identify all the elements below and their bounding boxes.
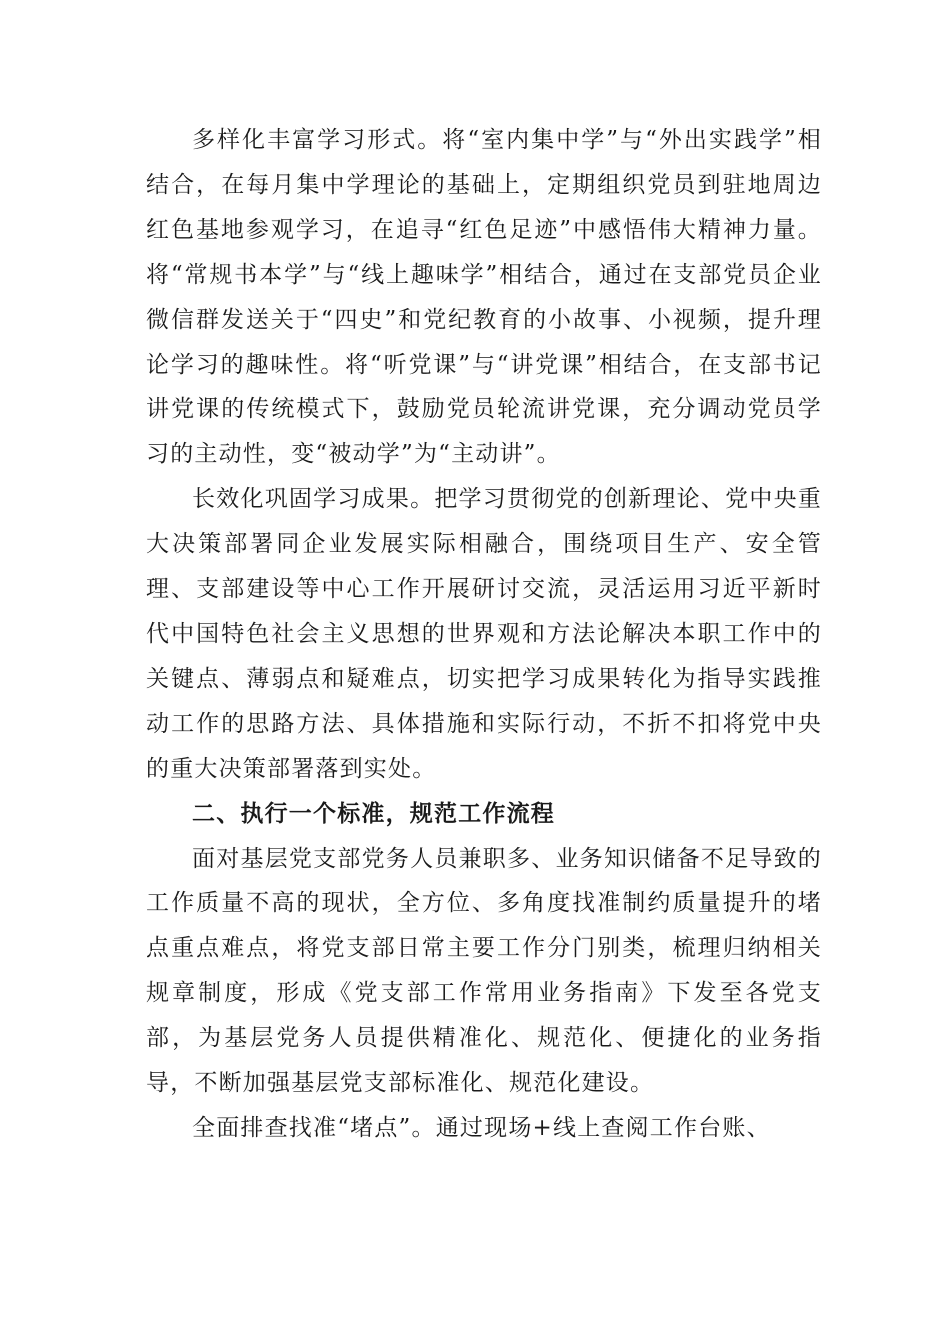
paragraph-find-blockages: 全面排查找准“堵点”。通过现场+线上查阅工作台账、 bbox=[192, 1114, 771, 1141]
paragraph-diversified-learning: 多样化丰富学习形式。将“室内集中学”与“外出实践学”相结合，在每月集中学理论的基础上，定期组织党员到驻地周边红色基地参观学习，在追寻“红色足迹”中感悟伟大精神力量。将“常规书本学”与“线上趣味学”相结合，通过在支部党员企业微信群发送关于“四史”和党纪教育的小故事、小视频，提升理论学习的趣味性。将“听党课”与“讲党课”相结合，在支部书记讲党课的传统模式下，鼓励党员轮流讲党课，充分调动党员学习的主动性，变“被动学”为“主动讲”。 bbox=[146, 127, 822, 468]
paragraph-standard-guide: 面对基层党支部党务人员兼职多、业务知识储备不足导致的工作质量不高的现状，全方位、多角度找准制约质量提升的堵点重点难点，将党支部日常主要工作分门别类，梳理归纳相关规章制度，形成《党支部工作常用业务指南》下发至各党支部，为基层党务人员提供精准化、规范化、便捷化的业务指导，不断加强基层党支部标准化、规范化建设。 bbox=[146, 845, 822, 1097]
document-body bbox=[146, 118, 822, 1151]
paragraph-consolidate-results: 长效化巩固学习成果。把学习贯彻党的创新理论、党中央重大决策部署同企业发展实际相融合，围绕项目生产、安全管理、支部建设等中心工作开展研讨交流，灵活运用习近平新时代中国特色社会主义思想的世界观和方法论解决本职工作中的关键点、薄弱点和疑难点，切实把学习成果转化为指导实践推动工作的思路方法、具体措施和实际行动，不折不扣将党中央的重大决策部署落到实处。 bbox=[146, 486, 822, 782]
section-heading: 二、执行一个标准，规范工作流程 bbox=[192, 800, 555, 827]
